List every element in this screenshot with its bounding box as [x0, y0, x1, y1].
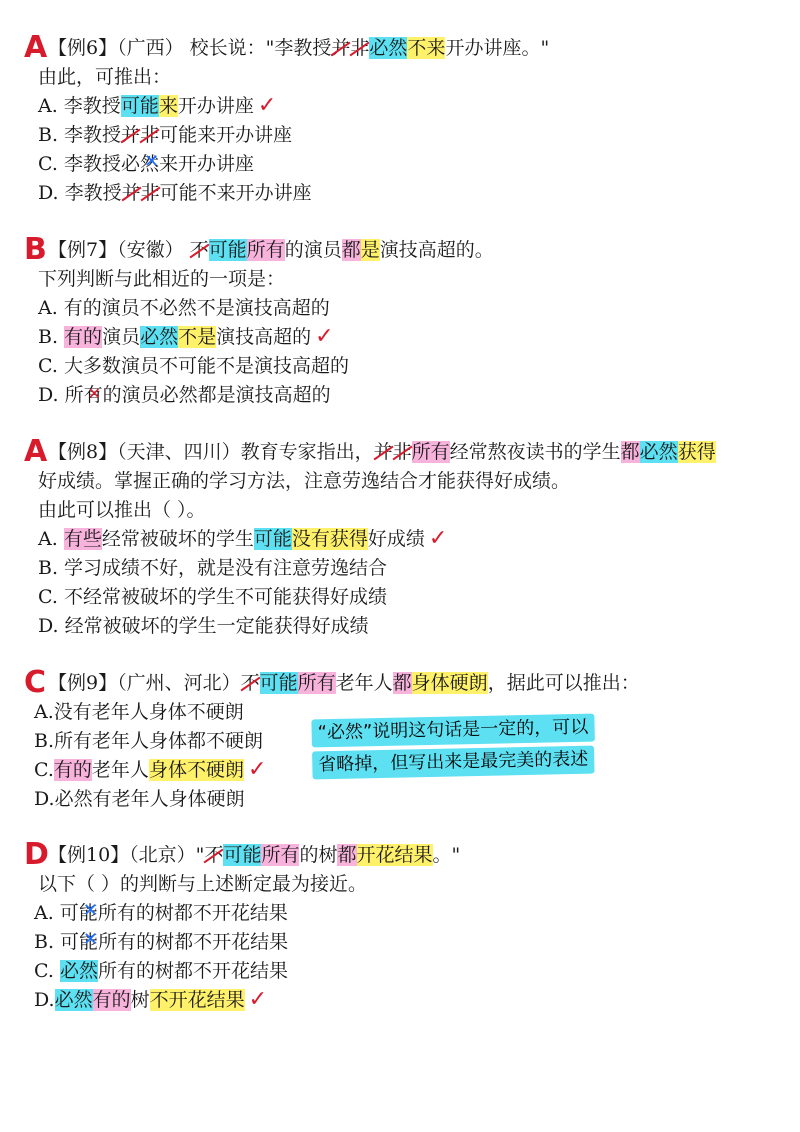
struck-text: 非 [350, 34, 369, 62]
struck-text: 不 [204, 841, 223, 869]
note-line: 省略掉，但写出来是最完美的表述 [312, 746, 595, 780]
highlight: 有的 [92, 989, 131, 1011]
highlight: 都 [341, 239, 361, 261]
crossed-text: 有 ✕ [84, 381, 103, 409]
highlight: 开花结果 [356, 844, 433, 866]
highlight: 都 [392, 672, 412, 694]
highlight: 所有 [261, 844, 300, 866]
question-text-line2: 好成绩。掌握正确的学习方法，注意劳逸结合才能获得好成绩。 [38, 470, 571, 492]
option-b: B.所有老年人身体都不硬朗 [34, 730, 264, 752]
highlight: 必然 [54, 989, 93, 1011]
struck-text: 并 [121, 121, 140, 149]
answer-letter: C [24, 665, 47, 700]
question-header: 【例8】（天津、四川）教育专家指出，并非所有经常熬夜读书的学生都必然获得 [48, 438, 716, 466]
struck-text: 不 [190, 236, 209, 264]
option-d: D.必然有老年人身体硬朗 [34, 788, 245, 810]
highlight: 所有 [246, 239, 285, 261]
struck-text: 并 [374, 438, 393, 466]
question-header: 【例9】（广州、河北）不可能所有老年人都身体硬朗，据此可以推出： [48, 669, 640, 697]
option-a: A. 可能 ✕所有的树都不开花结果 [34, 899, 288, 927]
option-b: B. 学习成绩不好，就是没有注意劳逸结合 [38, 557, 388, 579]
option-a: A. 有的演员不必然不是演技高超的 [38, 297, 330, 319]
option-a: A. 有些经常被破坏的学生可能没有获得好成绩 ✓ [38, 526, 448, 551]
struck-text: 不 [241, 669, 260, 697]
option-c: C. 必然所有的树都不开花结果 [34, 960, 288, 982]
highlight: 有的 [53, 759, 92, 781]
option-b: B. 李教授并非可能来开办讲座 [38, 121, 292, 149]
option-c: C.有的老年人身体不硬朗 ✓ [34, 757, 267, 782]
question-stem: 下列判断与此相近的一项是： [38, 268, 286, 290]
crossed-text: 能 ✕ [79, 899, 98, 927]
check-mark-icon: ✓ [248, 987, 268, 1012]
option-d: D.必然有的树不开花结果 ✓ [34, 987, 268, 1012]
crossed-text: 然 ✕ [140, 150, 159, 178]
check-mark-icon: ✓ [257, 93, 277, 118]
highlight: 都 [337, 844, 357, 866]
question-header: 【例7】（安徽） 不可能所有的演员都是演技高超的。 [48, 236, 494, 264]
crossed-text: 能 ✕ [79, 928, 98, 956]
handwritten-note [311, 713, 642, 784]
highlight: 必然 [369, 37, 408, 59]
highlight: 可能 [259, 672, 298, 694]
struck-text: 并 [122, 179, 141, 207]
highlight: 所有 [411, 441, 450, 463]
highlight: 身体硬朗 [411, 672, 488, 694]
highlight: 都 [620, 441, 640, 463]
highlight: 所有 [297, 672, 336, 694]
highlight: 必然 [59, 960, 98, 982]
check-mark-icon: ✓ [247, 757, 267, 782]
question-header: 【例10】（北京）"不可能所有的树都开花结果。" [48, 841, 460, 869]
highlight: 可能 [223, 844, 262, 866]
option-b: B. 有的演员必然不是演技高超的 ✓ [38, 324, 334, 349]
highlight: 不是 [178, 326, 217, 348]
question-stem: 以下（ ）的判断与上述断定最为接近。 [38, 873, 368, 895]
struck-text: 并 [331, 34, 350, 62]
struck-text: 非 [140, 121, 159, 149]
answer-letter: B [24, 232, 47, 267]
check-mark-icon: ✓ [428, 526, 448, 551]
answer-letter: A [24, 30, 48, 65]
option-c: C. 李教授必然 ✕来开办讲座 [38, 150, 254, 178]
option-b: B. 可能 ✕所有的树都不开花结果 [34, 928, 288, 956]
option-a: A. 李教授可能来开办讲座 ✓ [38, 93, 277, 118]
highlight: 不来 [407, 37, 446, 59]
highlight: 必然 [140, 326, 179, 348]
highlight: 有些 [63, 528, 102, 550]
highlight: 可能 [120, 95, 159, 117]
highlight: 不开花结果 [149, 989, 245, 1011]
option-d: D. 李教授并非可能不来开办讲座 [38, 179, 312, 207]
highlight: 可能 [208, 239, 247, 261]
option-c: C. 大多数演员不可能不是演技高超的 [38, 355, 349, 377]
highlight: 没有获得 [291, 528, 368, 550]
highlight: 身体不硬朗 [148, 759, 244, 781]
check-mark-icon: ✓ [315, 324, 334, 349]
highlight: 获得 [677, 441, 716, 463]
question-stem: 由此可以推出（ ）。 [38, 499, 206, 521]
note-line: “必然”说明这句话是一定的，可以 [311, 714, 594, 748]
option-d: D. 所有 ✕的演员必然都是演技高超的 [38, 381, 331, 409]
highlight: 是 [360, 239, 380, 261]
struck-text: 非 [393, 438, 412, 466]
answer-letter: D [24, 837, 49, 872]
option-d: D. 经常被破坏的学生一定能获得好成绩 [38, 615, 369, 637]
struck-text: 非 [141, 179, 160, 207]
highlight: 来 [158, 95, 178, 117]
option-c: C. 不经常被破坏的学生不可能获得好成绩 [38, 586, 387, 608]
question-header: 【例6】（广西） 校长说："李教授并非必然不来开办讲座。" [48, 34, 549, 62]
highlight: 必然 [639, 441, 678, 463]
option-a: A.没有老年人身体不硬朗 [34, 701, 244, 723]
answer-letter: A [24, 434, 48, 469]
question-stem: 由此，可推出： [38, 66, 172, 88]
highlight: 可能 [253, 528, 292, 550]
highlight: 有的 [64, 326, 103, 348]
